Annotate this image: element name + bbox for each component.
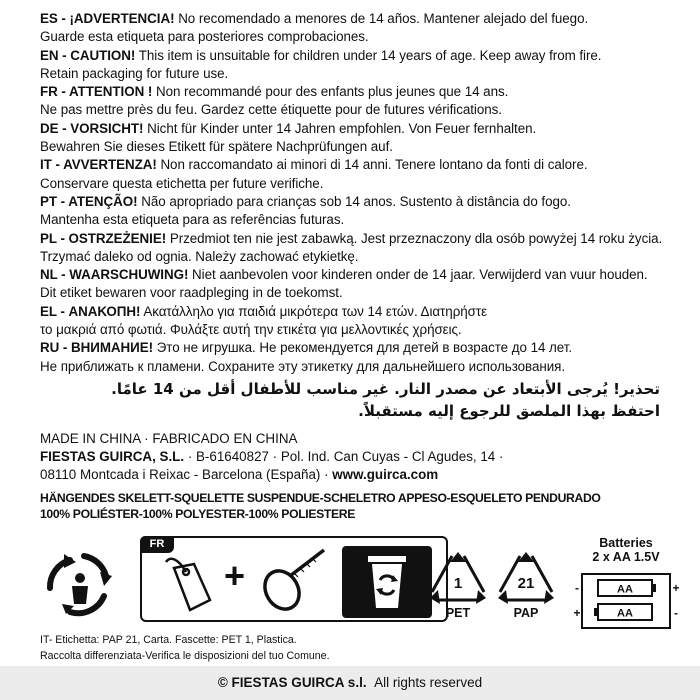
warning-pt-line-2: Mantenha esta etiqueta para as referências futuras. — [40, 212, 345, 228]
tag-icon — [160, 548, 220, 618]
warning-title: CAUTION! — [70, 47, 136, 63]
warning-de-line-2: Bewahren Sie dieses Etikett für spätere Nachprüfungen auf. — [40, 139, 393, 155]
recycling-code-1-label: PET — [445, 606, 471, 620]
cable-tie-icon — [254, 546, 334, 618]
warning-text: Это не игрушка. Не рекомендуется для детей в возрасте до 14 лет. — [156, 340, 573, 356]
warning-title: ATTENTION ! — [69, 84, 153, 100]
company-address-city: 08110 Montcada i Reixac - Barcelona (España) · — [40, 467, 333, 482]
footnote-line-2: Raccolta differenziata-Verifica le disposizioni del tuo Comune. — [40, 650, 330, 662]
warning-language-code: DE — [40, 120, 59, 136]
warning-en-heading: EN - CAUTION! — [40, 47, 136, 63]
warning-title: OSTRZEŻENIE! — [68, 230, 167, 246]
recycling-code-21-icon — [496, 550, 556, 606]
warning-ru-heading: RU - ВНИМАНИЕ! — [40, 340, 154, 356]
recycling-code-21-number: 21 — [517, 575, 535, 592]
product-material: 100% POLIÉSTER-100% POLYESTER-100% POLIESTERE — [40, 507, 356, 521]
warning-nl-heading: NL - WAARSCHUWING! — [40, 267, 189, 283]
warning-es-line-2: Guarde esta etiqueta para posteriores comprobaciones. — [40, 29, 369, 45]
warning-block — [40, 10, 680, 376]
footnote-line-1: IT- Etichetta: PAP 21, Carta. Fascette: PET 1, Plastica. — [40, 634, 297, 646]
warning-title: ВНИМАНИЕ! — [71, 340, 154, 356]
warning-it-line-1 — [40, 156, 680, 174]
warning-title: ΑΝΑΚΟΠΗ! — [68, 303, 141, 319]
warning-en-line-2: Retain packaging for future use. — [40, 65, 229, 81]
warning-de-heading: DE - VORSICHT! — [40, 120, 144, 136]
warning-nl-line-1 — [40, 266, 680, 284]
recycling-bin-icon — [342, 546, 432, 618]
warning-pt-heading: PT - ATENÇÃO! — [40, 193, 138, 209]
warning-title: VORSICHT! — [70, 120, 144, 136]
battery-terminal-plus-top: + — [672, 581, 680, 595]
warning-fr-line-2: Ne pas mettre près du feu. Gardez cette étiquette pour de futures vérifications. — [40, 102, 502, 118]
company-address-rest: · B-61640827 · Pol. Ind. Can Cuyas - Cl Agudes, 14 · — [184, 449, 504, 464]
warning-language-code: EN — [40, 47, 59, 63]
recycling-footnote — [40, 632, 680, 664]
warning-pl-line-1 — [40, 230, 680, 248]
warning-language-code: NL — [40, 267, 58, 283]
company-name: FIESTAS GUIRCA, S.L. — [40, 449, 185, 464]
arabic-warning — [40, 378, 660, 422]
batteries-info — [576, 536, 676, 564]
battery-compartment-icon — [570, 570, 682, 634]
warning-title: WAARSCHUWING! — [69, 267, 189, 283]
warning-pt-line-1 — [40, 193, 680, 211]
fr-sorting-box — [140, 536, 448, 622]
warning-language-code: IT — [40, 157, 52, 173]
warning-language-code: FR — [40, 84, 58, 100]
triman-icon — [40, 548, 118, 618]
warning-title: ¡ADVERTENCIA! — [69, 11, 175, 26]
product-names: HÄNGENDES SKELETT-SQUELETTE SUSPENDUE-SCHELETRO APPESO-ESQUELETO PENDURADO — [40, 491, 601, 505]
warning-fr-heading: FR - ATTENTION ! — [40, 84, 153, 100]
warning-title: AVVERTENZA! — [63, 157, 157, 173]
warning-es-heading: ES - ¡ADVERTENCIA! — [40, 11, 175, 26]
battery-cell-1-label: AA — [617, 583, 633, 596]
warning-es-line-1 — [40, 10, 680, 28]
warning-text: This item is unsuitable for children under 14 years of age. Keep away from fire. — [138, 47, 602, 63]
company-address-line-2 — [40, 466, 680, 484]
warning-it-line-2: Conservare questa etichetta per future verifiche. — [40, 175, 324, 191]
warning-fr-line-1 — [40, 83, 680, 101]
warning-language-code: PL — [40, 230, 57, 246]
battery-cell-1 — [598, 580, 656, 596]
warning-language-code: ES — [40, 11, 58, 26]
warning-el-line-1 — [40, 303, 680, 321]
copyright-holder: © FIESTAS GUIRCA s.l. — [217, 675, 367, 690]
product-info — [40, 490, 680, 522]
fr-tab: FR — [140, 536, 174, 553]
battery-cell-2-label: AA — [617, 607, 633, 620]
company-address-line-1 — [40, 448, 680, 466]
batteries-title: Batteries — [599, 536, 653, 550]
batteries-spec: 2 x AA 1.5V — [592, 550, 660, 564]
recycling-code-21-label: PAP — [513, 606, 539, 620]
warning-ru-line-1 — [40, 339, 680, 357]
warning-text: No recomendado a menores de 14 años. Mantener alejado del fuego. — [178, 11, 589, 26]
battery-cell-2 — [594, 604, 652, 620]
warning-en-line-1 — [40, 47, 680, 65]
warning-text: Przedmiot ten nie jest zabawką. Jest przeznaczony dla osób powyżej 14 roku życia. — [169, 230, 663, 246]
warning-text: Nicht für Kinder unter 14 Jahren empfohlen. Von Feuer fernhalten. — [147, 120, 537, 136]
warning-el-heading: EL - ΑΝΑΚΟΠΗ! — [40, 303, 141, 319]
warning-text: Não apropriado para crianças sob 14 anos. Sustento à distância do fogo. — [141, 193, 571, 209]
recycling-code-1-icon — [428, 550, 488, 606]
symbols-row — [40, 534, 680, 634]
warning-it-heading: IT - AVVERTENZA! — [40, 157, 157, 173]
battery-terminal-plus-bottom: + — [573, 606, 581, 620]
warning-text: Ακατάλληλο για παιδιά μικρότερα των 14 ετών. Διατηρήστε — [143, 303, 488, 319]
warning-pl-line-2: Trzymać daleko od ognia. Należy zachować etykietkę. — [40, 248, 359, 264]
arabic-warning-line-1: تحذير! يُرجى الأبتعاد عن مصدر النار. غير مناسب للأطفال أقل من 14 عامًا. — [111, 380, 660, 398]
warning-text: Non recommandé pour des enfants plus jeunes que 14 ans. — [155, 84, 509, 100]
warning-language-code: EL — [40, 303, 57, 319]
warning-title: ATENÇÃO! — [68, 193, 138, 209]
warning-text: Non raccomandato ai minori di 14 anni. Tenere lontano da fonti di calore. — [160, 157, 588, 173]
plus-sign: + — [224, 555, 246, 596]
made-in: MADE IN CHINA · FABRICADO EN CHINA — [40, 431, 298, 446]
warning-nl-line-2: Dit etiket bewaren voor raadpleging in de toekomst. — [40, 285, 343, 301]
warning-text: Niet aanbevolen voor kinderen onder de 14 jaar. Verwijderd van vuur houden. — [192, 267, 648, 283]
warning-ru-line-2: Не приближать к пламени. Сохраните эту этикетку для дальнейшего использования. — [40, 358, 565, 374]
company-website: www.guirca.com — [332, 467, 439, 482]
copyright-footer — [0, 666, 700, 700]
warning-de-line-1 — [40, 120, 680, 138]
battery-terminal-minus-top: - — [575, 581, 579, 595]
warning-el-line-2: το μακριά από φωτιά. Φυλάξτε αυτή την ετικέτα για μελλοντικές χρήσεις. — [40, 322, 462, 338]
rights-text: All rights reserved — [374, 675, 483, 690]
recycling-code-1-number: 1 — [453, 575, 463, 592]
warning-pl-heading: PL - OSTRZEŻENIE! — [40, 230, 167, 246]
warning-language-code: RU — [40, 340, 60, 356]
battery-terminal-minus-bottom: - — [674, 606, 678, 620]
warning-language-code: PT — [40, 193, 58, 209]
manufacturer-info — [40, 430, 680, 484]
arabic-warning-line-2: احتفظ بهذا الملصق للرجوع إليه مستقبلاً. — [358, 402, 660, 420]
